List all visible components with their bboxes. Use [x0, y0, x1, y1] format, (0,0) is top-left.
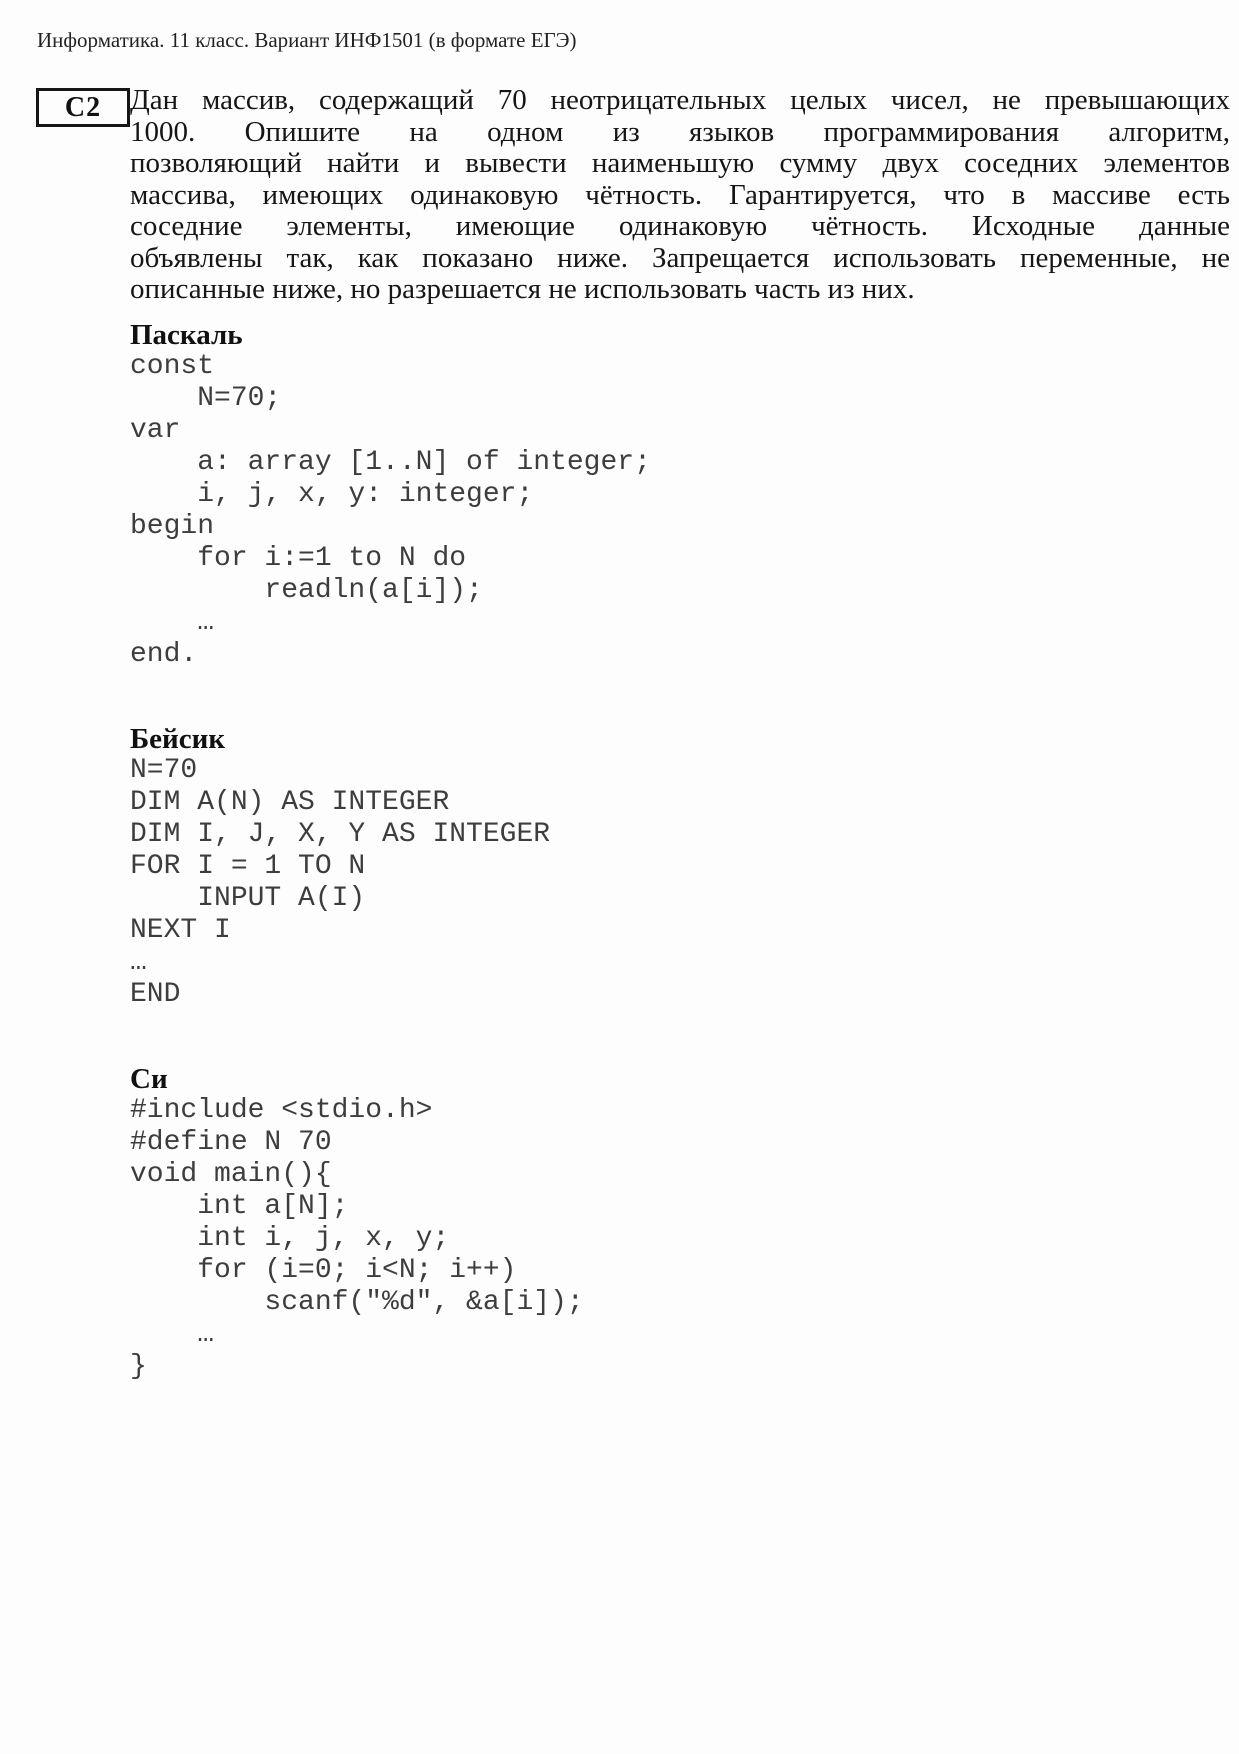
code-line: int i, j, x, y; [130, 1222, 450, 1254]
code-line: #define N 70 [130, 1126, 332, 1158]
code-line: DIM A(N) AS INTEGER [130, 786, 450, 818]
code-line: END [130, 978, 181, 1010]
task-label: С2 [64, 91, 102, 123]
paragraph-line: массива, имеющих одинаковую чётность. Гарантируется, что в массиве есть [130, 178, 1230, 211]
code-line: end. [130, 638, 198, 670]
paragraph-line: описанные ниже, но разрешается не использовать часть из них. [130, 273, 915, 305]
task-label-box [36, 88, 130, 127]
code-line: i, j, x, y: integer; [130, 478, 534, 510]
section-basic [130, 723, 1230, 1011]
code-line: N=70 [130, 754, 198, 786]
code-line: a: array [1..N] of integer; [130, 446, 651, 478]
code-line: begin [130, 510, 215, 542]
section-heading-c: Си [130, 1062, 168, 1095]
code-line: … [130, 1318, 215, 1350]
code-block-c [130, 1095, 1230, 1383]
code-line: for (i=0; i<N; i++) [130, 1254, 517, 1286]
paragraph-line: 1000. Опишите на одном из языков программирования алгоритм, [130, 115, 1230, 148]
content-column [130, 85, 1230, 1383]
paragraph-line: объявлены так, как показано ниже. Запрещается использовать переменные, не [130, 241, 1230, 274]
code-line: int a[N]; [130, 1190, 349, 1222]
code-block-pascal [130, 351, 1230, 671]
page-header [37, 27, 577, 53]
code-line: void main(){ [130, 1158, 332, 1190]
paragraph-line: соседние элементы, имеющие одинаковую чётность. Исходные данные [130, 210, 1230, 242]
code-line: for i:=1 to N do [130, 542, 467, 574]
code-sections [130, 319, 1230, 1383]
code-line: #include <stdio.h> [130, 1094, 433, 1126]
code-line: } [130, 1350, 147, 1382]
section-heading-pascal: Паскаль [130, 318, 243, 351]
code-line: readln(a[i]); [130, 574, 483, 606]
task-paragraph [130, 85, 1230, 306]
code-line: const [130, 350, 215, 382]
section-c [130, 1063, 1230, 1383]
section-heading-basic: Бейсик [130, 722, 226, 755]
code-line: var [130, 414, 181, 446]
code-line: … [130, 946, 147, 978]
code-line: … [130, 606, 215, 638]
code-line: N=70; [130, 382, 282, 414]
code-line: scanf("%d", &a[i]); [130, 1286, 584, 1318]
paragraph-line: позволяющий найти и вывести наименьшую сумму двух соседних элементов [130, 147, 1230, 179]
paragraph-line: Дан массив, содержащий 70 неотрицательных целых чисел, не превышающих [130, 84, 1230, 116]
code-line: DIM I, J, X, Y AS INTEGER [130, 818, 551, 850]
code-line: FOR I = 1 TO N [130, 850, 366, 882]
page-header-title: Информатика. 11 класс. Вариант ИНФ1501 (в формате ЕГЭ) [37, 28, 577, 52]
code-line: NEXT I [130, 914, 231, 946]
code-block-basic [130, 755, 1230, 1011]
section-pascal [130, 319, 1230, 671]
code-line: INPUT A(I) [130, 882, 366, 914]
